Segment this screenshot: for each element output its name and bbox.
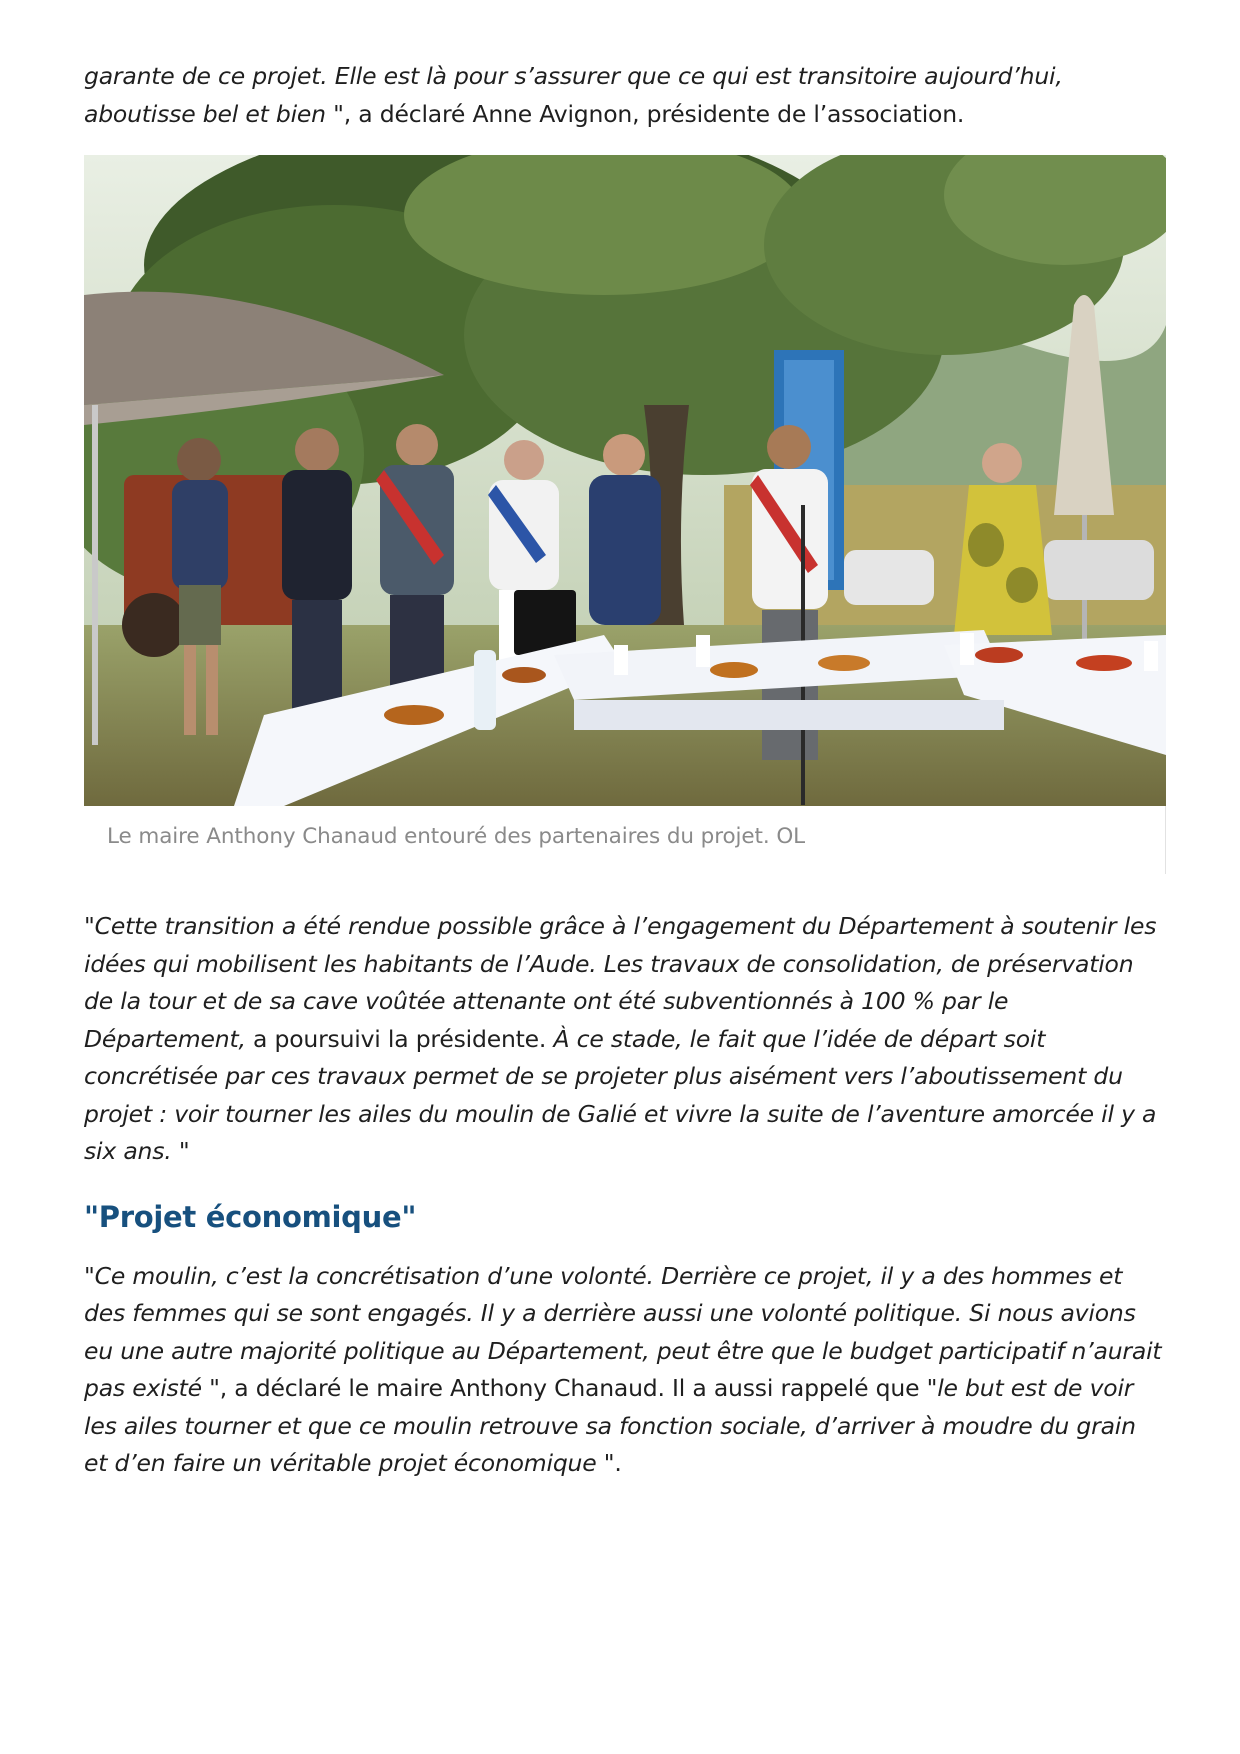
paragraph-quote-department <box>84 908 1166 1171</box>
quote-open-mark: " <box>84 1261 95 1290</box>
quote-italic: le but est de voir les ailes tourner et que ce moulin retrouve sa fonction sociale, d’arriver à moudre du grain et d’en faire un véritable projet économique <box>84 1374 1136 1477</box>
attribution-text: ", a déclaré le maire Anthony Chanaud. Il a aussi rappelé que " <box>201 1374 938 1402</box>
attribution-text: ", a déclaré Anne Avignon, présidente de l’association. <box>325 99 965 128</box>
quote-italic: Cette transition a été rendue possible grâce à l’engagement du Département à soutenir les idées qui mobilisent les habitants de l’Aude. Les travaux de consolidation, de préservation de la tour et de sa cave voûtée attenante ont été subventionnés à 100 % par le Département, <box>84 912 1157 1053</box>
quote-open-mark: " <box>84 912 95 940</box>
quote-italic: garante de ce projet. Elle est là pour s’assurer que ce qui est transitoire aujourd’hui, aboutisse bel et bien <box>84 62 1063 128</box>
quote-italic: Ce moulin, c’est la concrétisation d’une volonté. Derrière ce projet, il y a des hommes et des femmes qui se sont engagés. Il y a derrière aussi une volonté politique. Si nous avions eu une autre majorité politique au Département, peut être que le budget participatif n’aurait pas existé <box>84 1261 1162 1402</box>
event-photo <box>84 155 1166 806</box>
section-heading: "Projet économique" <box>84 1199 417 1234</box>
figure-caption: Le maire Anthony Chanaud entouré des partenaires du projet. OL <box>107 824 806 849</box>
paragraph-quote-mayor <box>84 1258 1166 1483</box>
article-figure <box>84 155 1166 874</box>
paragraph-quote-president <box>84 58 1166 133</box>
quote-italic: À ce stade, le fait que l’idée de départ soit concrétisée par ces travaux permet de se projeter plus aisément vers l’aboutissement du projet : voir tourner les ailes du moulin de Galié et vivre la suite de l’aventure amorcée il y a six ans. <box>84 1024 1157 1165</box>
quote-close-mark: ". <box>596 1449 622 1477</box>
quote-close-mark: " <box>171 1137 190 1165</box>
figure-caption-box <box>84 806 1166 874</box>
article-body <box>84 58 1166 1483</box>
attribution-text: a poursuivi la présidente. <box>245 1024 554 1053</box>
